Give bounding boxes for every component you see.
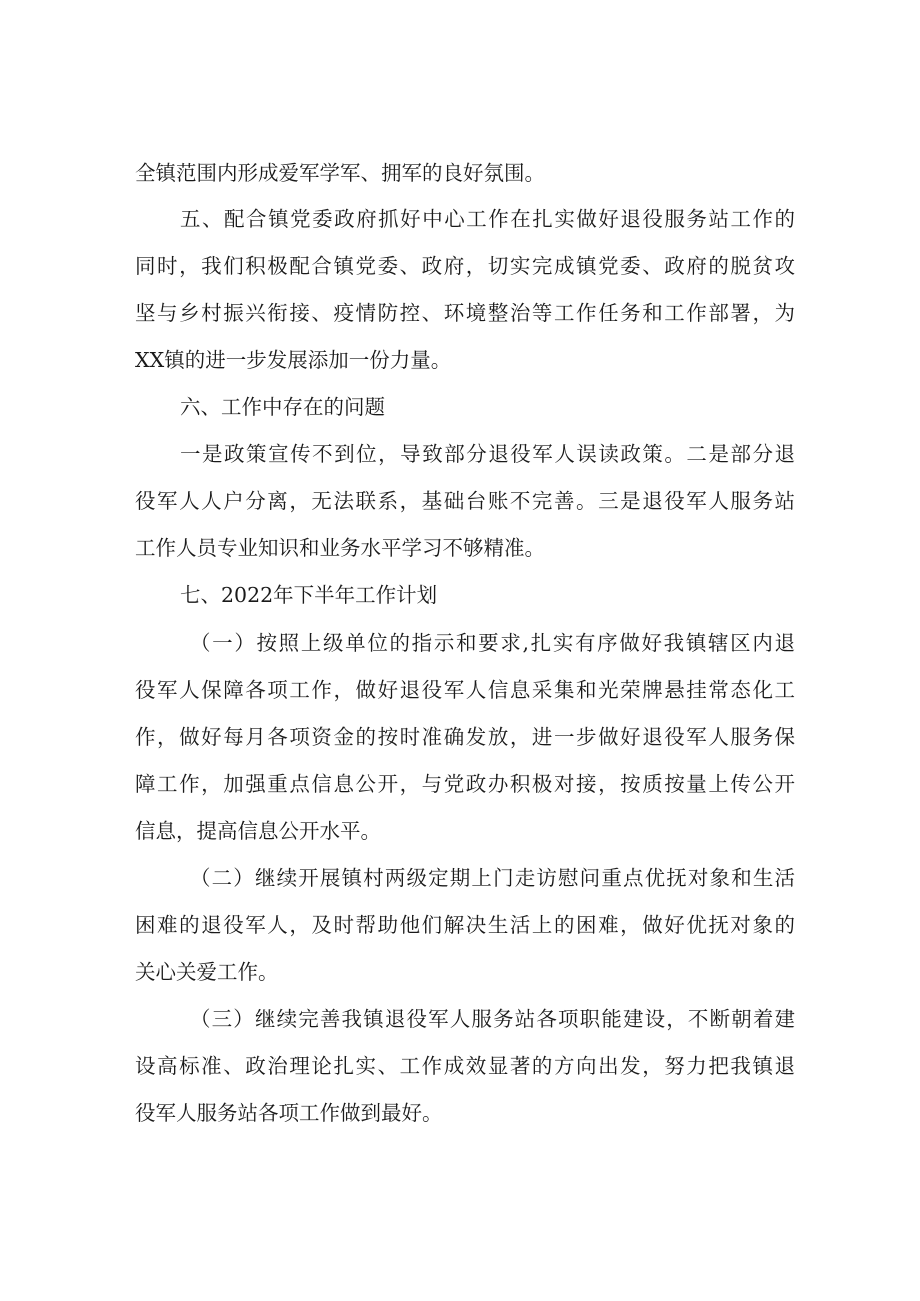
- paragraph-line: 役军人服务站各项工作做到最好。: [135, 1101, 443, 1125]
- paragraph-line: 役军人保障各项工作，做好退役军人信息采集和光荣牌悬挂常态化工: [135, 678, 795, 702]
- paragraph-line: XX镇的进一步发展添加一份力量。: [135, 348, 452, 372]
- paragraph-line: 困难的退役军人，及时帮助他们解决生活上的困难，做好优抚对象的: [135, 913, 795, 937]
- section-heading: 六、工作中存在的问题: [180, 395, 385, 419]
- paragraph-line: 坚与乡村振兴衔接、疫情防控、环境整治等工作任务和工作部署，为: [135, 301, 795, 325]
- paragraph-line: 设高标准、政治理论扎实、工作成效显著的方向出发，努力把我镇退: [135, 1054, 795, 1078]
- paragraph-line: （三）继续完善我镇退役军人服务站各项职能建设，不断朝着建: [190, 1007, 795, 1031]
- paragraph-line: 全镇范围内形成爱军学军、拥军的良好氛围。: [135, 161, 545, 185]
- paragraph-line: 信息，提高信息公开水平。: [135, 819, 381, 843]
- paragraph-line: 关心关爱工作。: [135, 960, 279, 984]
- paragraph-line: 障工作，加强重点信息公开，与党政办积极对接，按质按量上传公开: [135, 772, 795, 796]
- paragraph-line: 一是政策宣传不到位，导致部分退役军人误读政策。二是部分退: [180, 442, 795, 466]
- paragraph-line: 作，做好每月各项资金的按时准确发放，进一步做好退役军人服务保: [135, 725, 795, 749]
- paragraph-line: 同时，我们积极配合镇党委、政府，切实完成镇党委、政府的脱贫攻: [135, 254, 795, 278]
- paragraph-line: （二）继续开展镇村两级定期上门走访慰问重点优抚对象和生活: [190, 866, 795, 890]
- section-heading: 七、2022年下半年工作计划: [180, 583, 438, 607]
- paragraph-line: 工作人员专业知识和业务水平学习不够精准。: [135, 536, 545, 560]
- paragraph-line: （一）按照上级单位的指示和要求,扎实有序做好我镇辖区内退: [190, 631, 795, 655]
- paragraph-line: 役军人人户分离，无法联系，基础台账不完善。三是退役军人服务站: [135, 489, 795, 513]
- section-heading-line: 五、配合镇党委政府抓好中心工作在扎实做好退役服务站工作的: [180, 207, 795, 231]
